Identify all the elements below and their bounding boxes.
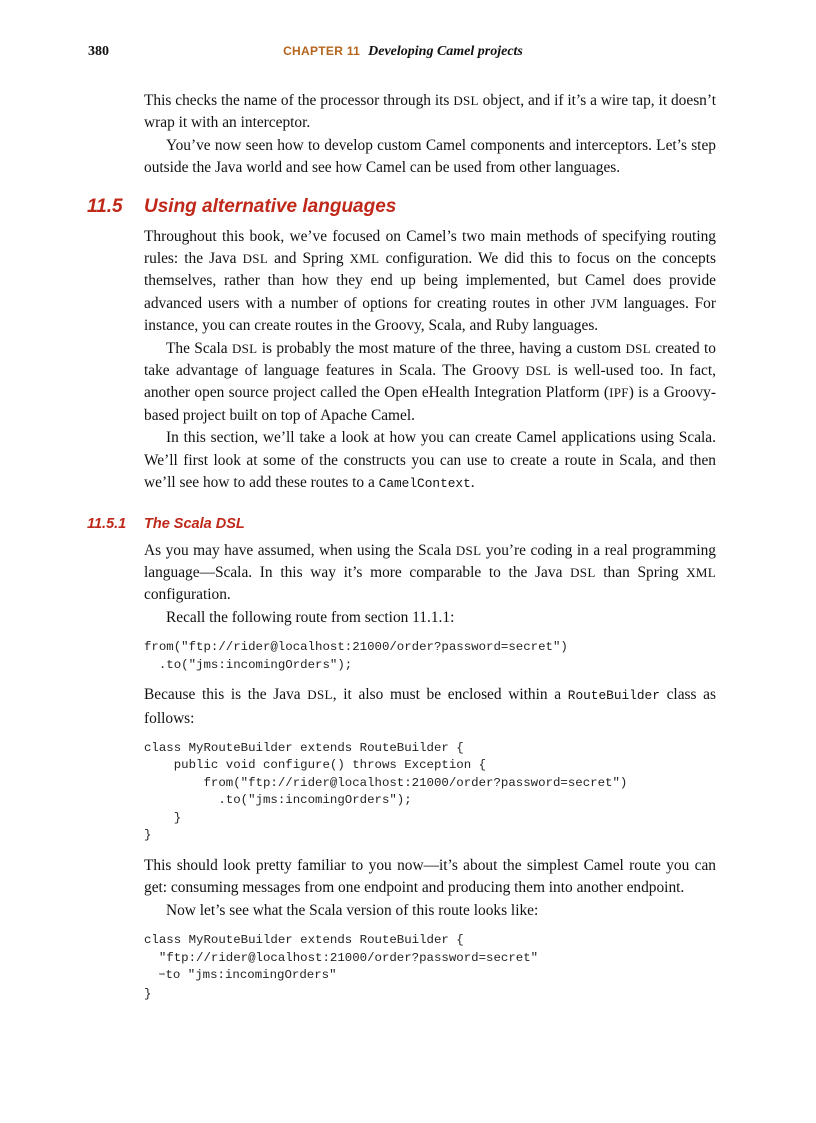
section-paragraph-2: The Scala DSL is probably the most mature of the three, having a custom DSL created to take advantage of language features in Scala. The Groovy DSL is well-used too. In fact, another open source project called the Open eHealth Integration Platform (IPF) is a Groovy-based project built on top of Apache Camel. <box>144 339 716 424</box>
section-number: 11.5 <box>87 195 123 217</box>
running-header <box>88 44 718 64</box>
section-paragraph-1: Throughout this book, we’ve focused on Camel’s two main methods of specifying routing rules: the Java DSL and Spring XML configuration. We did this to focus on the concepts themselves, rather than how they end up being implemented, but Camel does provide advanced users with a number of options for creating routes in other JVM languages. For instance, you can create routes in the Groovy, Scala, and Ruby languages. <box>144 227 717 335</box>
subsection-paragraph-1: As you may have assumed, when using the Scala DSL you’re coding in a real programming language—Scala. In this way it’s more comparable to the Java DSL than Spring XML configuration. <box>144 541 717 604</box>
subsection-heading <box>87 514 716 534</box>
code-listing-routebuilder: class MyRouteBuilder extends RouteBuilder { public void configure() throws Exception { from("ftp://rider@localhost:21000/order?password=secret") .to("jms:incomingOrders"); } } <box>144 740 628 843</box>
section-title: Using alternative languages <box>144 195 397 217</box>
page-content <box>87 90 717 1013</box>
subsection-paragraph-5: Now let’s see what the Scala version of this route looks like: <box>166 901 539 919</box>
code-listing-scala-route: class MyRouteBuilder extends RouteBuilder { "ftp://rider@localhost:21000/order?password=secret" ➥to "jms:incomingOrders" } <box>144 933 539 1001</box>
line-continuation-icon: ➥ <box>158 970 166 983</box>
section-paragraph-3: In this section, we’ll take a look at how you can create Camel applications using Scala. We’ll first look at some of the constructs you can use to create a route in Scala, and then we’ll see how to add these routes to a CamelContext. <box>144 429 716 492</box>
subsection-number: 11.5.1 <box>87 515 127 532</box>
subsection-paragraph-4: This should look pretty familiar to you now—it’s about the simplest Camel route you can get: consuming messages from one endpoint and producing them into another endpoint. <box>144 856 716 897</box>
code-listing-java-route: from("ftp://rider@localhost:21000/order?password=secret") .to("jms:incomingOrders"); <box>144 640 568 672</box>
subsection-title: The Scala DSL <box>144 515 245 532</box>
intro-paragraph-2: You’ve now seen how to develop custom Camel components and interceptors. Let’s step outside the Java world and see how Camel can be used from other languages. <box>144 136 716 177</box>
section-heading <box>87 194 716 220</box>
subsection-paragraph-3: Because this is the Java DSL, it also must be enclosed within a RouteBuilder class as follows: <box>144 686 716 727</box>
chapter-title: Developing Camel projects <box>368 44 523 59</box>
page-number: 380 <box>88 44 109 59</box>
subsection-paragraph-2: Recall the following route from section 11.1.1: <box>166 608 455 626</box>
chapter-label: CHAPTER 11 <box>283 44 361 58</box>
running-head-title <box>88 44 718 60</box>
intro-paragraph-1: This checks the name of the processor through its DSL object, and if it’s a wire tap, it doesn’t wrap it with an interceptor. <box>144 92 717 132</box>
